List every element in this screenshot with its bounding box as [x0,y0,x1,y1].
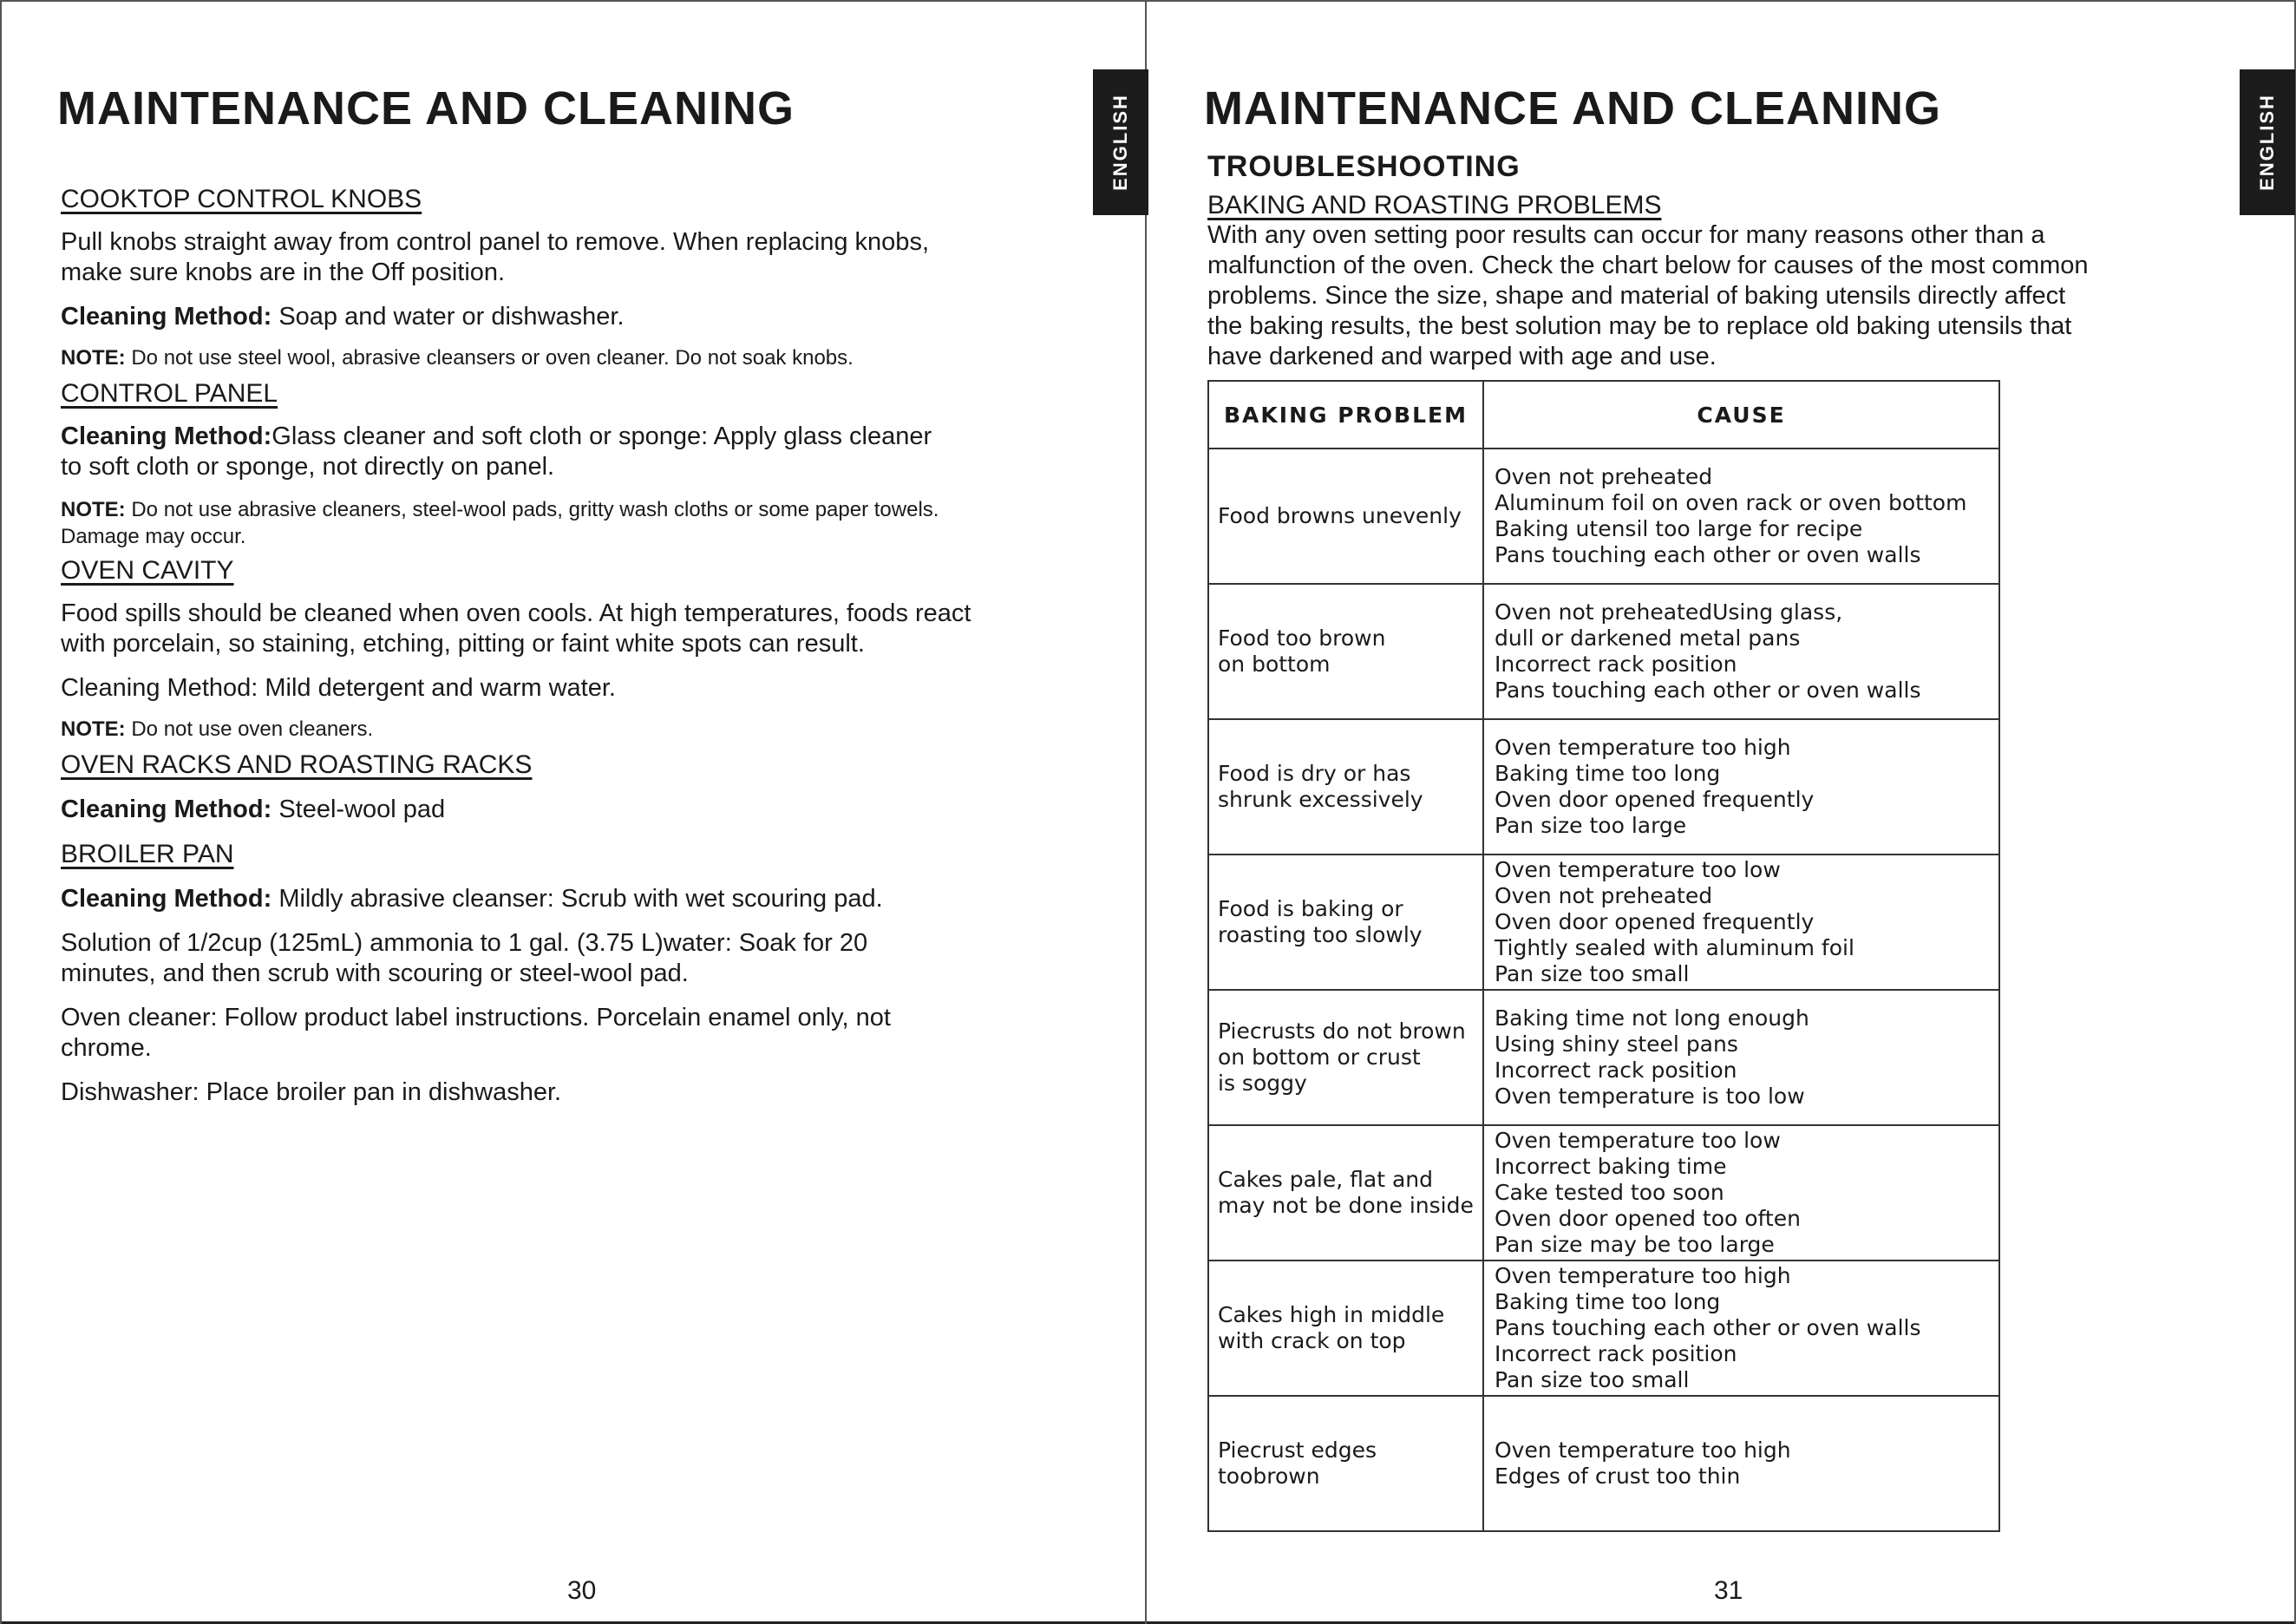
method-text: Glass cleaner and soft cloth or sponge: Apply glass cleaner to soft cloth or sponge, not directly on panel. [61,422,932,481]
page-number: 31 [1714,1576,1743,1605]
intro-line: the baking results, the best solution may be to replace old baking utensils that [1207,312,2072,340]
problem-cell [1208,855,1483,990]
cause-cell [1483,1396,1999,1531]
table-row [1208,990,1999,1125]
section-heading-knobs: COOKTOP CONTROL KNOBS [61,185,422,213]
problem-text: on bottom or crust [1218,1044,1421,1070]
problem-cell [1208,584,1483,719]
maintenance-content [61,184,998,1108]
section-heading-baking: BAKING AND ROASTING PROBLEMS [1207,191,1662,219]
table-row [1208,855,1999,990]
column-header-problem: BAKING PROBLEM [1208,381,1483,449]
broiler-method [61,884,998,914]
knobs-text: Pull knobs straight away from control panel to remove. When replacing knobs, make sure knobs are in the Off position. [61,228,929,286]
cause-text: Incorrect rack position [1495,1341,1737,1366]
cause-text: Using shiny steel pans [1495,1031,1738,1057]
cause-text: Oven door opened frequently [1495,909,1815,934]
note-label: NOTE: [61,346,126,370]
problem-text: is soggy [1218,1071,1307,1096]
cause-text: Baking utensil too large for recipe [1495,516,1863,541]
column-header-cause: CAUSE [1483,381,1999,449]
cavity-text: Food spills should be cleaned when oven cools. At high temperatures, foods react with porcelain, so staining, etching, pitting or faint white spots can result. [61,599,971,658]
note-text: Do not use steel wool, abrasive cleansers or oven cleaner. Do not soak knobs. [125,346,854,370]
knobs-note [61,344,998,371]
page-title: MAINTENANCE AND CLEANING [57,82,795,134]
broiler-dishwasher-text: Dishwasher: Place broiler pan in dishwasher. [61,1078,562,1106]
problem-text: Food too brown [1218,625,1386,651]
intro-line: problems. Since the size, shape and material of baking utensils directly affect [1207,282,2066,310]
cause-text: Pan size too small [1495,961,1690,986]
method-text: Steel-wool pad [271,796,446,823]
problem-text: shrunk excessively [1218,787,1423,812]
racks-method [61,795,998,825]
section-heading-racks: OVEN RACKS AND ROASTING RACKS [61,750,533,779]
panel-method [61,422,937,482]
cause-text: Oven not preheated [1495,464,1713,489]
problem-text: Cakes high in middle [1218,1302,1445,1327]
table-header-row [1208,381,1999,449]
intro-line: malfunction of the oven. Check the chart below for causes of the most common [1207,252,2089,279]
section-heading-panel: CONTROL PANEL [61,379,278,408]
cause-text: Baking time too long [1495,1289,1721,1314]
cause-text: Pans touching each other or oven walls [1495,1315,1921,1340]
section-heading-cavity: OVEN CAVITY [61,556,234,585]
method-label: Cleaning Method: [61,303,272,331]
problem-text: may not be done inside [1218,1193,1474,1218]
table-body [1208,449,1999,1531]
cause-text: Oven temperature too low [1495,857,1781,882]
cause-text: Cake tested too soon [1495,1180,1724,1205]
section-subtitle: TROUBLESHOOTING [1207,150,1521,183]
cause-cell [1483,1125,1999,1261]
left-page [0,0,1147,1624]
cause-text: Incorrect rack position [1495,1058,1737,1083]
cavity-note [61,716,998,743]
baking-problems-table-container [1207,380,2000,1532]
cause-text: Oven temperature too low [1495,1128,1781,1153]
problem-text: on bottom [1218,652,1331,677]
cause-text: Tightly sealed with aluminum foil [1495,935,1854,960]
problem-text: Food is dry or has [1218,761,1411,786]
note-label: NOTE: [61,717,126,741]
cause-text: Oven temperature too high [1495,1263,1791,1288]
problem-cell [1208,1261,1483,1396]
method-label: Cleaning Method: [61,796,272,823]
language-tab-label: ENGLISH [2256,94,2279,191]
problem-text: Food is baking or [1218,896,1403,921]
broiler-oven-cleaner-text: Oven cleaner: Follow product label instructions. Porcelain enamel only, not chrome. [61,1004,891,1062]
method-text: Mildly abrasive cleanser: Scrub with wet scouring pad. [271,885,883,913]
cause-text: Oven door opened too often [1495,1206,1801,1231]
problem-text: toobrown [1218,1464,1320,1489]
page-number: 30 [567,1576,597,1605]
baking-problems-table [1207,380,2000,1532]
cause-text: Pan size too small [1495,1367,1690,1392]
cause-text: Pans touching each other or oven walls [1495,678,1921,703]
cause-text: Oven not preheated [1495,883,1713,908]
cause-text: Oven door opened frequently [1495,787,1815,812]
note-label: NOTE: [61,498,126,521]
cause-cell [1483,855,1999,990]
method-text: Soap and water or dishwasher. [271,303,625,331]
note-text: Do not use abrasive cleaners, steel-wool pads, gritty wash cloths or some paper towels. Damage may occur. [61,498,939,548]
intro-line: have darkened and warped with age and use. [1207,343,1717,370]
problem-cell [1208,1125,1483,1261]
baking-intro [1207,220,2089,372]
method-label: Cleaning Method: [61,422,272,450]
problem-cell [1208,990,1483,1125]
cause-cell [1483,719,1999,855]
table-row [1208,1261,1999,1396]
cause-text: Incorrect baking time [1495,1154,1727,1179]
problem-cell [1208,449,1483,584]
method-label: Cleaning Method: [61,885,272,913]
note-text: Do not use oven cleaners. [125,717,374,741]
table-row [1208,584,1999,719]
cause-text: Incorrect rack position [1495,652,1737,677]
cause-text: Oven temperature is too low [1495,1084,1805,1109]
table-row [1208,449,1999,584]
cause-cell [1483,990,1999,1125]
cavity-method: Cleaning Method: Mild detergent and warm water. [61,674,616,702]
cause-text: Edges of crust too thin [1495,1464,1741,1489]
cause-text: Oven temperature too high [1495,1437,1791,1463]
table-row [1208,1396,1999,1531]
cause-text: Oven temperature too high [1495,735,1791,760]
problem-text: Cakes pale, flat and [1218,1167,1433,1192]
problem-text: Piecrust edges [1218,1437,1377,1463]
table-row [1208,1125,1999,1261]
problem-text: Food browns unevenly [1218,503,1462,528]
problem-cell [1208,1396,1483,1531]
cause-text: Baking time too long [1495,761,1721,786]
cause-cell [1483,584,1999,719]
language-tab [1093,69,1148,215]
section-heading-broiler: BROILER PAN [61,840,234,868]
broiler-solution-text: Solution of 1/2cup (125mL) ammonia to 1 gal. (3.75 L)water: Soak for 20 minutes, and then scrub with scouring or steel-wool pad. [61,929,868,987]
cause-text: Pans touching each other or oven walls [1495,542,1921,567]
cause-text: Pan size too large [1495,813,1687,838]
cause-text: Oven not preheatedUsing glass, [1495,599,1843,625]
problem-text: with crack on top [1218,1328,1406,1353]
knobs-method [61,302,998,332]
intro-line: With any oven setting poor results can occur for many reasons other than a [1207,221,2045,249]
panel-note [61,496,998,550]
troubleshooting-header [1207,149,2089,372]
page-title: MAINTENANCE AND CLEANING [1204,82,1941,134]
table-row [1208,719,1999,855]
cause-text: Baking time not long enough [1495,1005,1809,1031]
problem-text: roasting too slowly [1218,922,1423,947]
cause-text: Aluminum foil on oven rack or oven bottom [1495,490,1967,515]
problem-text: Piecrusts do not brown [1218,1018,1466,1044]
cause-text: dull or darkened metal pans [1495,625,1801,651]
cause-cell [1483,1261,1999,1396]
cause-text: Pan size may be too large [1495,1232,1775,1257]
cause-cell [1483,449,1999,584]
language-tab-label: ENGLISH [1109,94,1132,191]
language-tab [2240,69,2295,215]
problem-cell [1208,719,1483,855]
